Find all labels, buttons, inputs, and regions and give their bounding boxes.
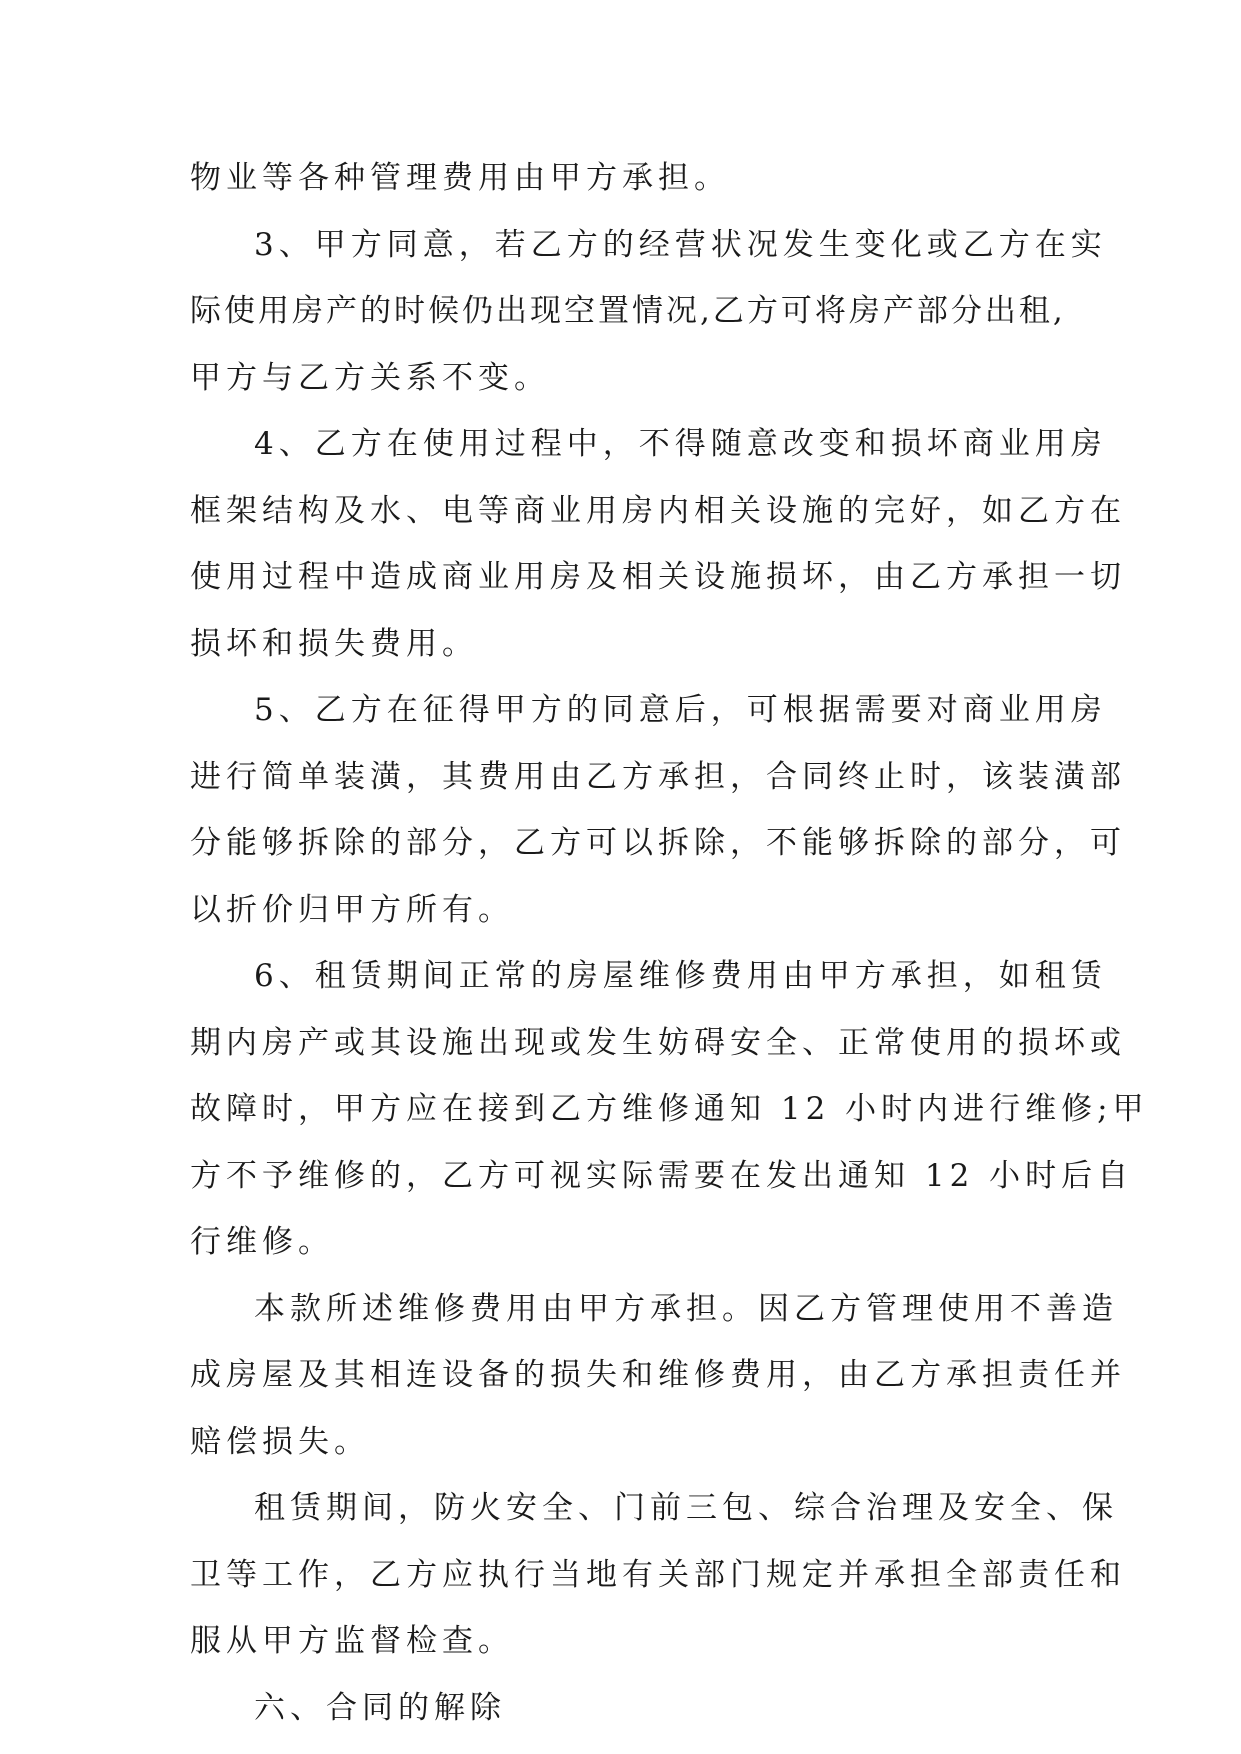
text-line: 成房屋及其相连设备的损失和维修费用，由乙方承担责任并 — [190, 1357, 1126, 1393]
text-line: 物业等各种管理费用由甲方承担。 — [190, 160, 730, 196]
clause-5-line: 5、乙方在征得甲方的同意后，可根据需要对商业用房 — [254, 692, 1107, 728]
text-line: 分能够拆除的部分，乙方可以拆除，不能够拆除的部分，可 — [190, 825, 1126, 861]
text-line: 进行简单装潢，其费用由乙方承担，合同终止时，该装潢部 — [190, 759, 1126, 795]
text-line: 甲方与乙方关系不变。 — [190, 360, 550, 396]
text-line: 服从甲方监督检查。 — [190, 1623, 514, 1659]
text-line: 故障时，甲方应在接到乙方维修通知 12 小时内进行维修;甲 — [190, 1091, 1149, 1127]
text-line: 行维修。 — [190, 1224, 334, 1260]
clause-6-line: 6、租赁期间正常的房屋维修费用由甲方承担，如租赁 — [254, 958, 1107, 994]
text-line: 赔偿损失。 — [190, 1424, 370, 1460]
text-line: 使用过程中造成商业用房及相关设施损坏，由乙方承担一切 — [190, 559, 1126, 595]
text-line: 方不予维修的，乙方可视实际需要在发出通知 12 小时后自 — [190, 1158, 1134, 1194]
text-line: 卫等工作，乙方应执行当地有关部门规定并承担全部责任和 — [190, 1557, 1126, 1593]
section-heading: 六、合同的解除 — [254, 1690, 506, 1726]
clause-3-line: 3、甲方同意，若乙方的经营状况发生变化或乙方在实 — [254, 227, 1107, 263]
paragraph-line: 租赁期间，防火安全、门前三包、综合治理及安全、保 — [254, 1490, 1118, 1526]
text-line: 期内房产或其设施出现或发生妨碍安全、正常使用的损坏或 — [190, 1025, 1126, 1061]
text-line: 以折价归甲方所有。 — [190, 892, 514, 928]
text-line: 框架结构及水、电等商业用房内相关设施的完好，如乙方在 — [190, 493, 1126, 529]
clause-4-line: 4、乙方在使用过程中，不得随意改变和损坏商业用房 — [254, 426, 1107, 462]
paragraph-line: 本款所述维修费用由甲方承担。因乙方管理使用不善造 — [254, 1291, 1118, 1327]
text-line: 损坏和损失费用。 — [190, 626, 478, 662]
text-line: 际使用房产的时候仍出现空置情况,乙方可将房产部分出租, — [190, 293, 1066, 329]
